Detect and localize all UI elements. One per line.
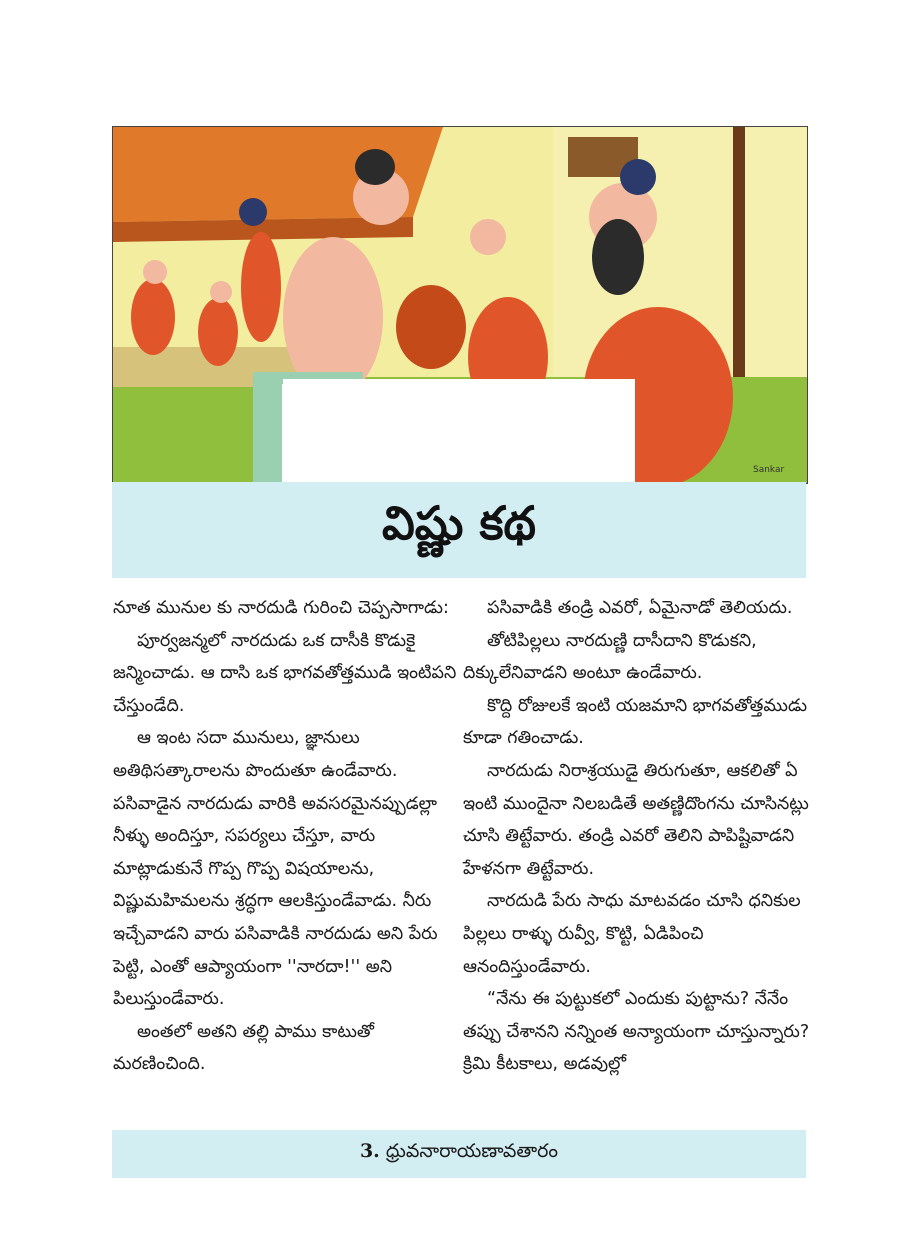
right-column — [463, 592, 811, 1081]
chapter-name: ధ్రువనారాయణావతారం — [385, 1140, 559, 1162]
paragraph: అంతలో అతని తల్లి పాము కాటుతో మరణించింది. — [113, 1021, 374, 1075]
paragraph: తోటిపిల్లలు నారదుణ్ణి దాసీదాని కొడుకని, దిక్కులేనివాడని అంటూ ఉండేవారు. — [463, 630, 757, 684]
title-box — [282, 384, 634, 482]
paragraph: పసివాడికి తండ్రి ఎవరో, ఏమైనాడో తెలియదు. — [487, 598, 793, 618]
paragraph: నూత మునుల కు నారదుడి గురించి చెప్పసాగాడు: — [113, 598, 449, 618]
paragraph: పూర్వజన్మలో నారదుడు ఒక దాసీకి కొడుకై జన్మించాడు. ఆ దాసి ఒక భాగవతోత్తముడి ఇంటిపని చేస్తుండేది. — [113, 630, 457, 716]
paragraph: నారదుడి పేరు సాధు మాటవడం చూసి ధనికుల పిల్లలు రాళ్ళు రువ్వీ, కొట్టి, ఏడిపించి ఆనందిస్తుండేవారు. — [463, 891, 801, 977]
artist-signature: Sankar — [753, 465, 785, 475]
paragraph: “నేను ఈ పుట్టుకలో ఎందుకు పుట్టాను? నేనేం తప్పు చేశానని నన్నింత అన్యాయంగా చూస్తున్నారు? క్రిమి కీటకాలు, అడవుల్లో — [463, 989, 810, 1075]
left-column — [113, 592, 461, 1081]
title-band — [112, 482, 806, 578]
page-title: విష్ణు కథ — [382, 496, 536, 550]
footer-band — [112, 1130, 806, 1178]
chapter-footer — [112, 1140, 806, 1167]
paragraph: నారదుడు నిరాశ్రయుడై తిరుగుతూ, ఆకలితో ఏ ఇంటి ముందైనా నిలబడితే అతణ్ణిదొంగను చూసినట్లు చూసి తిట్టేవారు. తండ్రి ఎవరో తెలిని పాపిష్టివాడని హేళనగా తిట్టేవారు. — [463, 760, 809, 879]
paragraph: ఆ ఇంట సదా మునులు, జ్ఞానులు అతిథిసత్కారాలను పొందుతూ ఉండేవారు. పసివాడైన నారదుడు వారికి అవసరమైనప్పుడల్లా నీళ్ళు అందిస్తూ, సపర్యలు చేస్తూ, వారు మాట్లాడుకునే గొప్ప గొప్ప విషయాలను, విష్ణుమహిమలను శ్రద్ధగా ఆలకిస్తుండేవాడు. నీరు ఇచ్చేవాడని వారు పసివాడికి నారదుడు అని పేరు పెట్టి, ఎంతో ఆప్యాయంగా ''నారదా!'' అని పిలుస్తుండేవారు. — [113, 728, 438, 1010]
paragraph: కొద్ది రోజులకే ఇంటి యజమాని భాగవతోత్తముడు కూడా గతించాడు. — [463, 695, 807, 749]
chapter-number: 3. — [359, 1140, 380, 1162]
